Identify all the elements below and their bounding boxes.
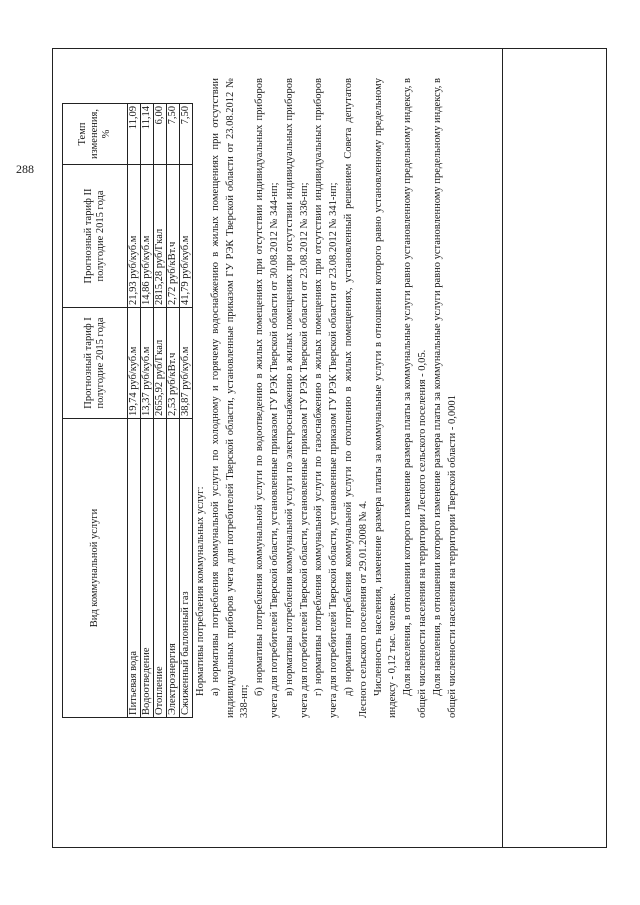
header-tariff-h2: Прогнозный тариф II полугодие 2015 года	[63, 165, 128, 308]
tariff-h1: 2655,92 руб/Гкал	[154, 308, 167, 419]
change-rate: 11,09	[128, 104, 141, 165]
frame-divider	[502, 48, 503, 848]
population-count: Численность населения, изменение размера платы за коммунальные услуги в отношении которого равно установленному предельному индексу - 0,12 тыс. человек.	[372, 78, 399, 718]
header-change-rate: Темп изменения, %	[63, 104, 128, 165]
page-number: 288	[16, 162, 34, 176]
service-name: Питьевая вода	[128, 419, 141, 718]
norm-item-d: г) нормативы потребления коммунальной услуги по газоснабжению в жилых помещениях при отсутствии индивидуальных приборов учета для потребителей Тверской области, установленные приказом ГУ РЭК Тверской области от 23.08.2012 № 341-нп;	[313, 78, 340, 718]
table-row	[154, 104, 167, 718]
tariff-h1: 38,87 руб/куб.м	[180, 308, 193, 419]
norm-item-b: б) нормативы потребления коммунальной услуги по водоотведению в жилых помещениях при отсутствии индивидуальных приборов учета для потребителей Тверской области, установленные приказом ГУ РЭК Тверской области от 30.08.2012 № 344-нп;	[254, 78, 280, 718]
table-row	[128, 104, 141, 718]
tariff-h2: 2,72 руб/кВт.ч	[167, 165, 180, 308]
table-header-row	[63, 104, 128, 718]
service-name: Электроэнергия	[167, 419, 180, 718]
page-content	[62, 78, 502, 718]
norms-heading: Нормативы потребления коммунальных услуг:	[195, 486, 206, 696]
tariff-h2: 2815,28 руб/Гкал	[154, 165, 167, 308]
service-name: Сжиженный баллонный газ	[180, 419, 193, 718]
table-row	[141, 104, 154, 718]
change-rate: 7,50	[167, 104, 180, 165]
population-share-local: Доля населения, в отношении которого изменение размера платы за коммунальные услуги равно установленному предельному индексу, в общей численности населения на территории Лесного сельского поселения - 0,05.	[402, 78, 428, 718]
tariff-table	[62, 103, 193, 718]
table-row	[167, 104, 180, 718]
tariff-h1: 19,74 руб/куб.м	[128, 308, 141, 419]
tariff-h2: 14,86 руб/куб.м	[141, 165, 154, 308]
rotated-page	[52, 48, 607, 848]
header-service-type: Вид коммунальной услуги	[63, 419, 128, 718]
service-name: Отопление	[154, 419, 167, 718]
norm-item-a: а) нормативы потребления коммунальной услуги по холодному и горячему водоснабжению в жилых помещениях при отсутствии индивидуальных приборов учета для потребителей Тверской области, установленные приказом ГУ РЭК Тверской области от 23.08.2012 № 338-нп;	[209, 78, 251, 718]
header-tariff-h1: Прогнозный тариф I полугодие 2015 года	[63, 308, 128, 419]
norm-item-c: в) нормативы потребления коммунальной услуги по электроснабжению в жилых помещениях при отсутствии индивидуальных приборов учета для потребителей Тверской области, установленные приказом ГУ РЭК Тверской области от 23.08.2012 № 336-нп;	[283, 78, 310, 718]
body-text	[194, 78, 460, 718]
tariff-h2: 21,93 руб/куб.м	[128, 165, 141, 308]
change-rate: 6,00	[154, 104, 167, 165]
population-share-region: Доля населения, в отношении которого изменение размера платы за коммунальные услуги равно установленному предельному индексу, в общей численности населения на территории Тверской области - 0,0001	[431, 78, 458, 718]
service-name: Водоотведение	[141, 419, 154, 718]
tariff-h2: 41,79 руб/куб.м	[180, 165, 193, 308]
norm-item-e: д) нормативы потребления коммунальной услуги по отоплению в жилых помещениях, установленный решением Совета депутатов Лесного сельского поселения от 29.01.2008 № 4.	[342, 78, 369, 718]
table-row	[180, 104, 193, 718]
tariff-h1: 2,53 руб/кВт.ч	[167, 308, 180, 419]
change-rate: 11,14	[141, 104, 154, 165]
tariff-h1: 13,37 руб/куб.м	[141, 308, 154, 419]
change-rate: 7,50	[180, 104, 193, 165]
